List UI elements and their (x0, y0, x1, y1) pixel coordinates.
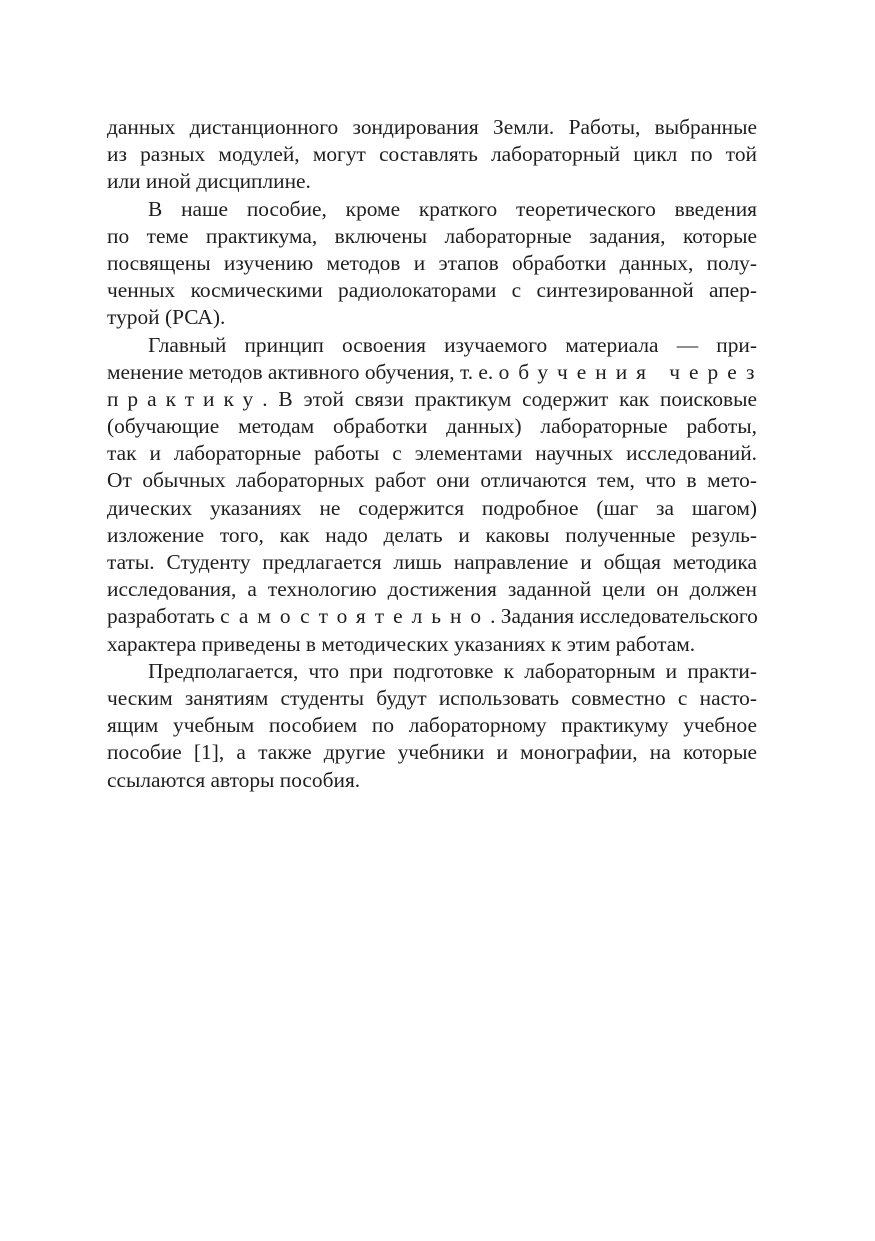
text-line: посвящены изучению методов и этапов обработки данных, полу- (107, 250, 757, 275)
text-line (107, 603, 757, 630)
emphasized-spaced-text: практику (107, 386, 263, 411)
text-line: ящим учебным пособием по лабораторному практикуму учебное (107, 713, 757, 738)
text-line: дических указаниях не содержится подробное (шаг за шагом) (107, 495, 757, 520)
text-run: . Задания исследовательского (490, 604, 758, 629)
text-run: менение методов активного обучения, т. е. (107, 359, 499, 384)
text-line: Предполагается, что при подготовке к лабораторным и практи- (148, 658, 757, 683)
document-page (107, 114, 764, 794)
text-line: или иной дисциплине. (107, 169, 311, 194)
text-line: ческим занятиям студенты будут использовать совместно с насто- (107, 685, 757, 710)
text-line: пособие [1], а также другие учебники и монографии, на которые (107, 740, 757, 765)
emphasized-spaced-text: обучения через (498, 359, 764, 384)
paragraph-2 (107, 196, 757, 332)
text-line: В наше пособие, кроме краткого теоретического введения (148, 196, 757, 221)
text-line: из разных модулей, могут составлять лабораторный цикл по той (107, 142, 757, 167)
text-line: так и лабораторные работы с элементами научных исследований. (107, 441, 757, 466)
text-line: по теме практикума, включены лабораторные задания, которые (107, 223, 757, 248)
text-line (107, 386, 757, 413)
text-line: исследования, а технологию достижения заданной цели он должен (107, 577, 757, 602)
text-line (107, 359, 764, 386)
text-run: разработать (107, 604, 221, 629)
emphasized-spaced-text: самостоятельно (220, 604, 491, 629)
paragraph-3 (107, 332, 764, 658)
text-line: ченных космическими радиолокаторами с синтезированной апер- (107, 278, 757, 303)
text-line: ссылаются авторы пособия. (107, 767, 361, 792)
text-line: (обучающие методам обработки данных) лабораторные работы, (107, 414, 757, 439)
text-line: Главный принцип освоения изучаемого материала — при- (148, 332, 757, 357)
text-line: данных дистанционного зондирования Земли. Работы, выбранные (107, 115, 757, 139)
paragraph-1 (107, 114, 757, 196)
paragraph-4 (107, 658, 757, 794)
text-line: От обычных лабораторных работ они отличаются тем, что в мето- (107, 468, 757, 493)
text-line: изложение того, как надо делать и каковы полученные резуль- (107, 522, 757, 547)
text-run: . В этой связи практикум содержит как поисковые (262, 386, 757, 411)
text-line: характера приведены в методических указаниях к этим работам. (107, 631, 696, 656)
text-line: турой (РСА). (107, 305, 226, 330)
text-line: таты. Студенту предлагается лишь направление и общая методика (107, 550, 757, 574)
